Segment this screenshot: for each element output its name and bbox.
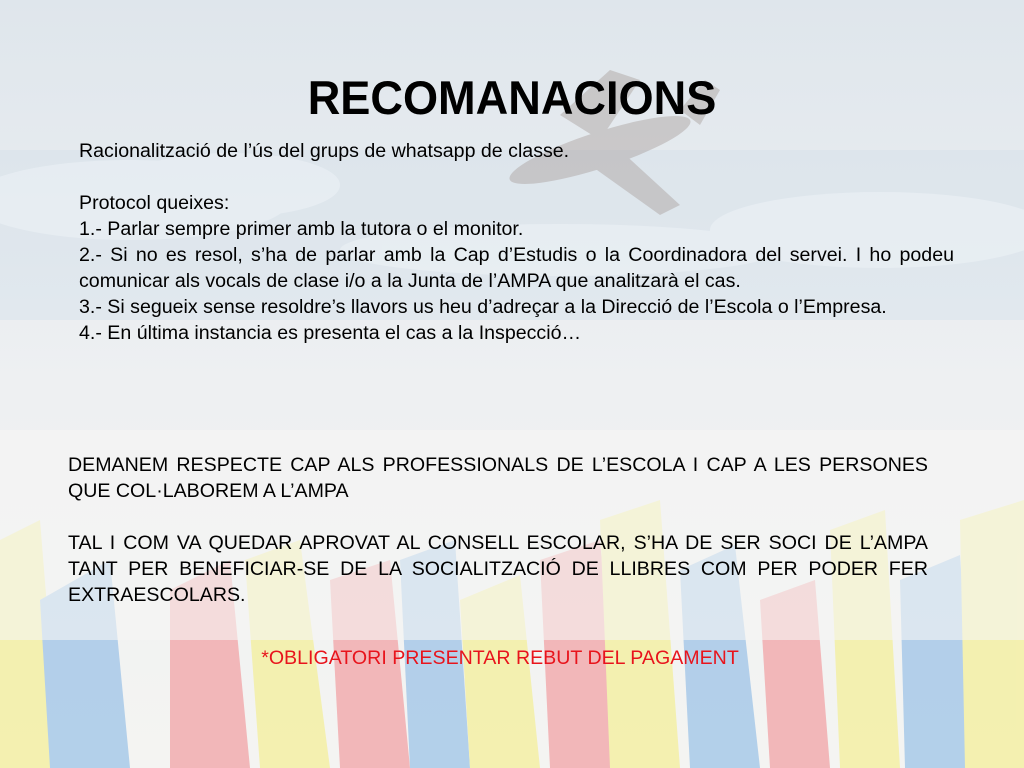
payment-notice: *OBLIGATORI PRESENTAR REBUT DEL PAGAMENT bbox=[261, 647, 739, 669]
notices-block bbox=[68, 452, 928, 608]
protocol-step-2: 2.- Si no es resol, s’ha de parlar amb la Cap d’Estudis o la Coordinadora del servei. I ho podeu comunicar als vocals de clase i/o a la Junta de l’AMPA que analitzarà el cas. bbox=[79, 244, 954, 292]
recommendations-block bbox=[79, 138, 959, 346]
page-title: RECOMANACIONS bbox=[307, 71, 717, 124]
protocol-step-4: 4.- En última instancia es presenta el cas a la Inspecció… bbox=[79, 322, 582, 344]
spacer bbox=[79, 164, 959, 190]
protocol-heading: Protocol queixes: bbox=[79, 192, 230, 214]
respect-notice: DEMANEM RESPECTE CAP ALS PROFESSIONALS DE L’ESCOLA I CAP A LES PERSONES QUE COL·LABOREM A L’AMPA bbox=[68, 454, 928, 502]
protocol-step-1: 1.- Parlar sempre primer amb la tutora o el monitor. bbox=[79, 218, 524, 240]
spacer bbox=[68, 504, 928, 530]
membership-notice: TAL I COM VA QUEDAR APROVAT AL CONSELL ESCOLAR, S’HA DE SER SOCI DE L’AMPA TANT PER BENEFICIAR-SE DE LA SOCIALITZACIÓ DE LLIBRES COM PER PODER FER EXTRAESCOLARS. bbox=[68, 532, 928, 606]
intro-text: Racionalització de l’ús del grups de whatsapp de classe. bbox=[79, 140, 570, 162]
protocol-step-3: 3.- Si segueix sense resoldre’s llavors us heu d’adreçar a la Direcció de l’Escola o l’Empresa. bbox=[79, 296, 887, 318]
